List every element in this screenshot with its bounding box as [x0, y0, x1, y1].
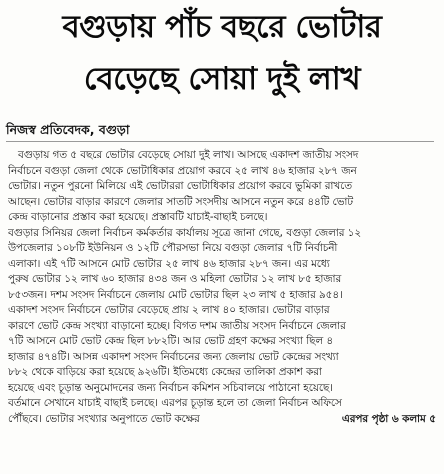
body-line: আছেন। ভোটার বাড়ার কারণে জেলার সাতটি সংসদীয় আসনে নতুন করে ৪৪টি ভোট	[8, 195, 353, 208]
continuation-note[interactable]: এরপর পৃষ্ঠা ৬ কলাম ৫	[341, 412, 436, 425]
body-line: ৮৫৩জন। দশম সংসদ নির্বাচনে জেলায় মোট ভোটার ছিল ২৩ লাখ ৫ হাজার ৯৫৪।	[8, 288, 343, 301]
body-line: বগুড়ার সিনিয়র জেলা নির্বাচন কর্মকর্তার কার্যালয় সূত্রে জানা গেছে, বগুড়া জেলার ১২	[8, 226, 362, 239]
body-line-last-text: পৌঁছবে। ভোটার সংখ্যার অনুপাতে ভোট কক্ষের	[8, 412, 200, 425]
body-line: ৭টি আসনে মোট ভোট কেন্দ্র ছিল ৮৮২টি। আর ভোট গ্রহণ কক্ষের সংখ্যা ছিল ৪	[8, 335, 334, 347]
body-line: পুরুষ ভোটার ১২ লাখ ৬০ হাজার ৪৩৪ জন ও মহিলা ভোটার ১২ লাখ ৮৫ হাজার	[8, 273, 342, 285]
body-line: এলাকা। এই ৭টি আসনে মোট ভোটার ২৫ লাখ ৪৬ হাজার ২৮৭ জন। এর মধ্যে	[8, 257, 330, 270]
headline-line-1: বগুড়ায় পাঁচ বছরে ভোটার	[62, 9, 382, 45]
body-line-last	[8, 412, 436, 428]
article-body	[8, 148, 436, 468]
body-line: হয়েছে এবং চূড়ান্ত অনুমোদনের জন্য নির্বাচন কমিশন সচিবালয়ে পাঠানো হয়েছে।	[8, 381, 333, 394]
body-line: ভোটার। নতুন পুরনো মিলিয়ে এই ভোটাররা ভোটাধিকার প্রয়োগ করবে ভুমিকা রাখতে	[8, 180, 353, 192]
body-line: ৮৮২ থেকে বাড়িয়ে করা হয়েছে ৯২৬টি। ইতিমধ্যে কেন্দ্রের তালিকা প্রকাশ করা	[8, 366, 322, 378]
body-line: বগুড়ায় গত ৫ বছরে ভোটার বেড়েছে সোয়া দুই লাখ। আসছে একাদশ জাতীয় সংসদ	[18, 149, 359, 161]
body-line: নির্বাচনে বগুড়া জেলা থেকে ভোটাধিকার প্রয়োগ করবে ২৫ লাখ ৪৬ হাজার ২৮৭ জন	[8, 164, 357, 177]
headline-line-2: বেড়েছে সোয়া দুই লাখ	[83, 61, 361, 97]
body-line: কারণে ভোট কেন্দ্র সংখ্যা বাড়ানো হচ্ছে। বিগত দশম জাতীয় সংসদ নির্বাচনে জেলার	[8, 319, 346, 332]
body-line: উপজেলার ১০৮টি ইউনিয়ন ও ১২টি পৌরসভা নিয়ে বগুড়া জেলার ৭টি নির্বাচনী	[8, 242, 338, 254]
byline-divider	[6, 141, 434, 142]
body-line: হাজার ৪৭৪টি। আসন্ন একাদশ সংসদ নির্বাচনের জন্য জেলায় ভোট কেন্দ্রের সংখ্যা	[8, 350, 339, 363]
body-line: কেন্দ্র বাড়ানোর প্রস্তাব করা হয়েছে। প্রস্তাবটি যাচাই-বাছাই চলছে।	[8, 211, 268, 223]
byline: নিজস্ব প্রতিবেদক, বগুড়া	[6, 122, 130, 137]
body-line: একাদশ সংসদ নির্বাচনে ভোটার বেড়েছে প্রায় ২ লাখ ৪০ হাজার। ভোটার বাড়ার	[8, 304, 330, 316]
body-line: বর্তমানে সেখানে যাচাই বাছাই চলছে। এরপর চূড়ান্ত হলে তা জেলা নির্বাচন অফিসে	[8, 397, 342, 409]
